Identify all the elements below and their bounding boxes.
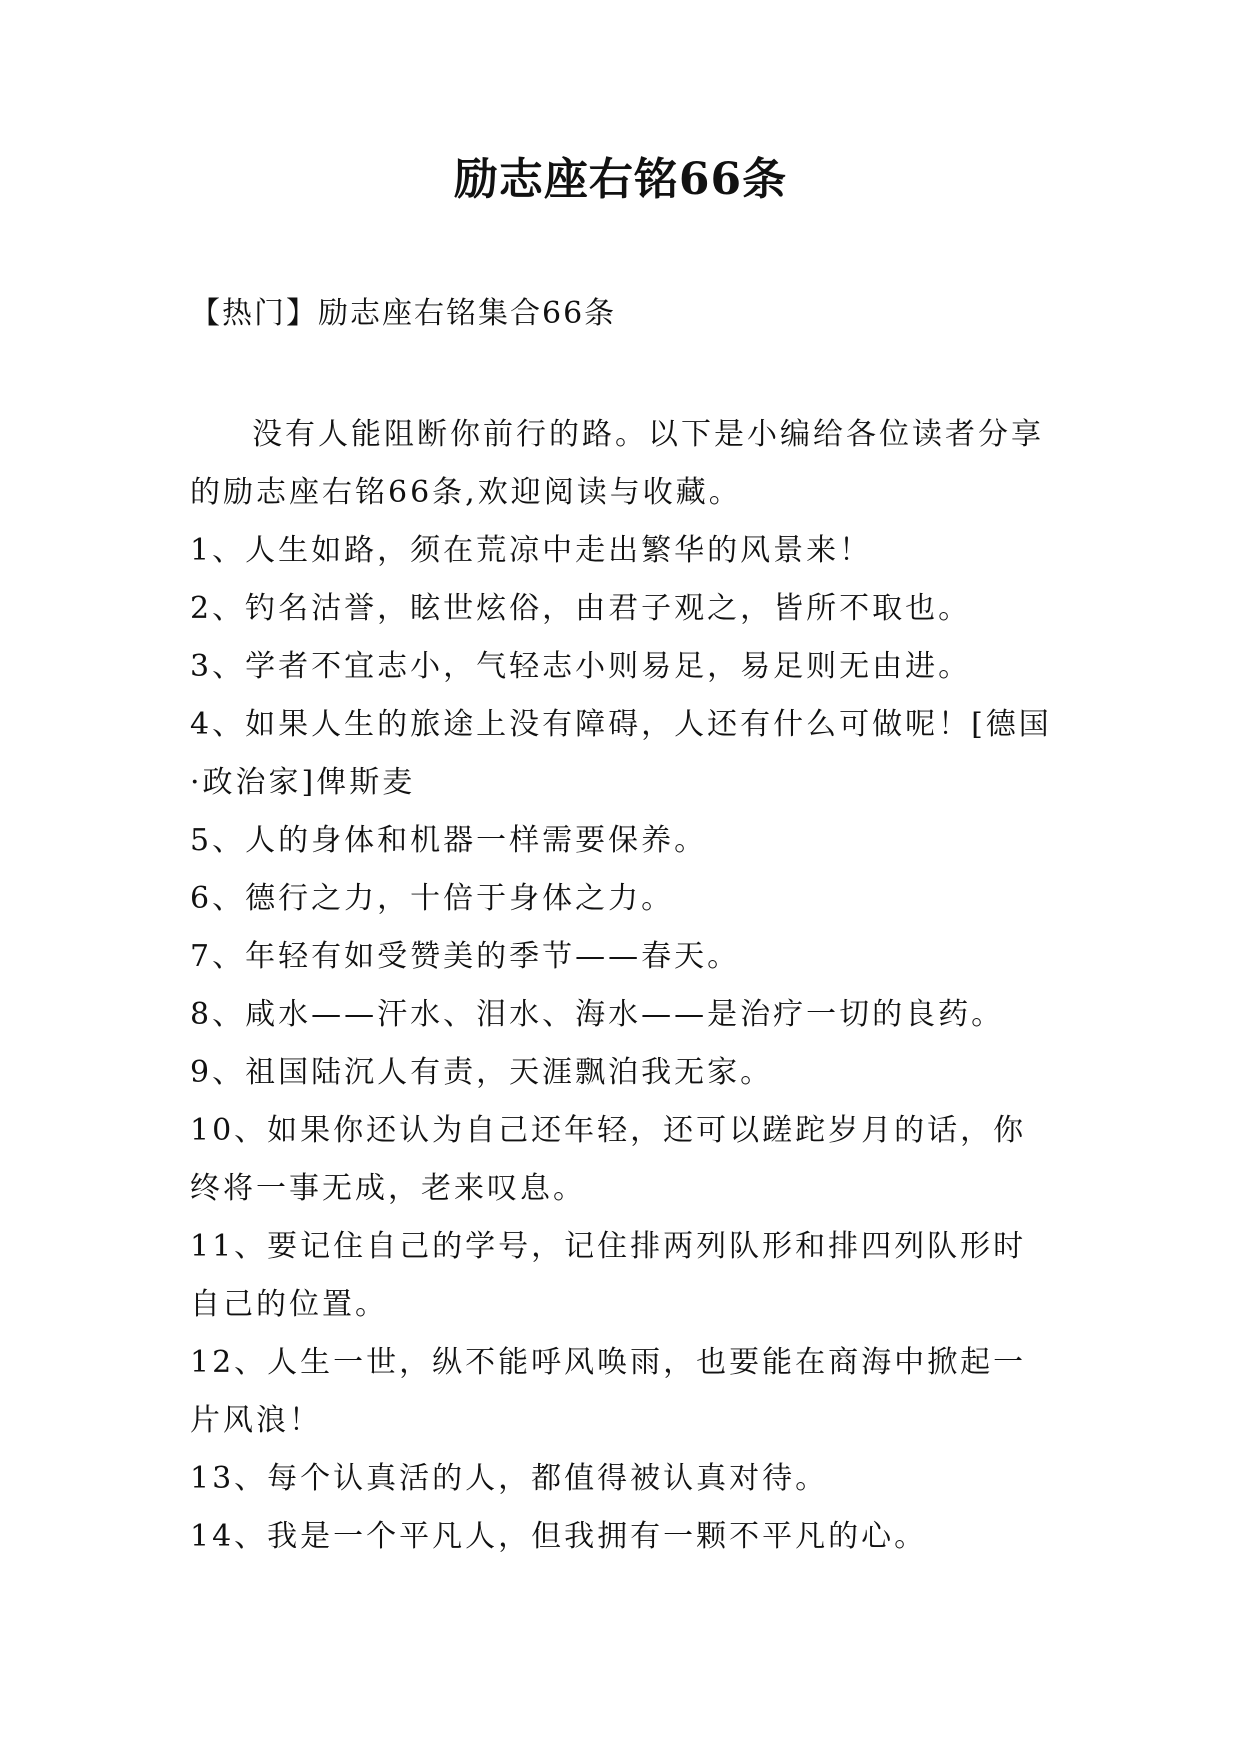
list-item: 5、人的身体和机器一样需要保养。 [190,823,708,858]
list-item: 6、德行之力，十倍于身体之力。 [190,881,675,916]
list-item: 3、学者不宜志小，气轻志小则易足，易足则无由进。 [190,649,972,684]
list-item: 12、人生一世，纵不能呼风唤雨，也要能在商海中掀起一片风浪！ [190,1345,1027,1438]
document-subtitle: 【热门】励志座右铭集合66条 [190,296,617,331]
list-item: 13、每个认真活的人，都值得被认真对待。 [190,1461,829,1496]
list-item: 9、祖国陆沉人有责，天涯飘泊我无家。 [190,1055,774,1090]
list-item: 10、如果你还认为自己还年轻，还可以蹉跎岁月的话，你终将一事无成，老来叹息。 [190,1113,1027,1206]
document-title: 励志座右铭66条 [453,154,788,205]
list-item: 14、我是一个平凡人，但我拥有一颗不平凡的心。 [190,1519,928,1554]
intro-paragraph: 没有人能阻断你前行的路。以下是小编给各位读者分享的励志座右铭66条,欢迎阅读与收藏。 [190,417,1044,510]
list-item: 11、要记住自己的学号，记住排两列队形和排四列队形时自己的位置。 [190,1229,1027,1322]
list-item: 8、咸水——汗水、泪水、海水——是治疗一切的良药。 [190,997,1005,1032]
list-item: 1、人生如路，须在荒凉中走出繁华的风景来！ [190,533,873,568]
list-item: 7、年轻有如受赞美的季节——春天。 [190,939,741,974]
list-item: 4、如果人生的旅途上没有障碍，人还有什么可做呢！[德国·政治家]俾斯麦 [190,707,1052,800]
list-item: 2、钓名沽誉，眩世炫俗，由君子观之，皆所不取也。 [190,591,972,626]
document-body [190,406,1052,1566]
